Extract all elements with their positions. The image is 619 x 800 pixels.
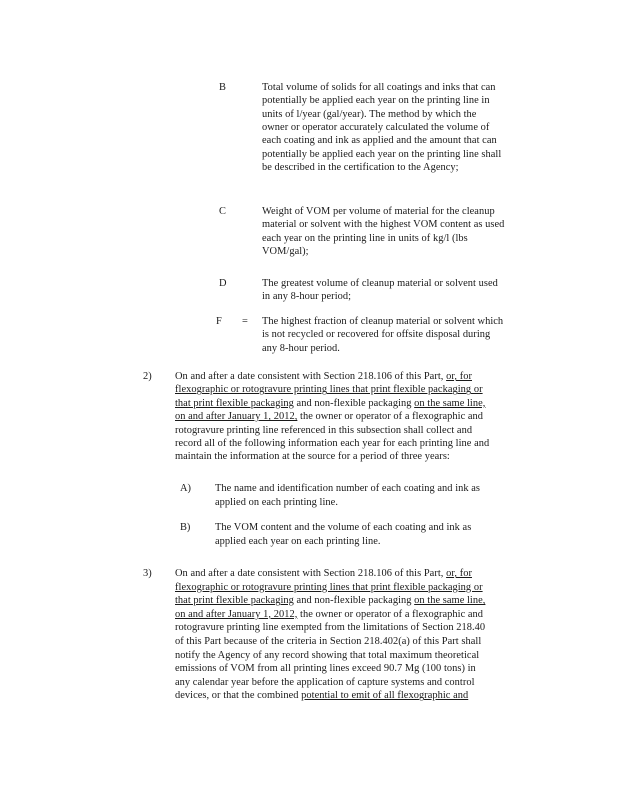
underlined-text: flexographic or rotogravure printing lines that print flexible packaging or bbox=[175, 384, 483, 396]
definition-line: units of l/year (gal/year). The method by which the bbox=[262, 108, 477, 120]
underlined-text: that print flexible packaging bbox=[175, 397, 294, 409]
definition-line: each year on the printing line in units of kg/l (lbs bbox=[262, 232, 468, 244]
text-run: the owner or operator of a flexographic and bbox=[297, 608, 484, 620]
definition-line: each coating and ink as applied and the amount that can bbox=[262, 135, 497, 147]
text-run: devices, or that the combined bbox=[175, 690, 302, 702]
underlined-text: or, for bbox=[446, 568, 472, 579]
definition-line: potentially be applied each year on the printing line shall bbox=[262, 148, 502, 160]
underlined-text: on and after January 1, 2012, bbox=[175, 411, 298, 423]
text-run: rotogravure printing line exempted from the limitations of Section 218.40 bbox=[175, 622, 486, 634]
subitem-label: B) bbox=[180, 522, 191, 533]
paragraph-line bbox=[175, 568, 472, 580]
paragraph-line bbox=[175, 609, 483, 621]
paragraph-line bbox=[175, 582, 483, 594]
underlined-text: on and after January 1, 2012, bbox=[175, 608, 298, 620]
definition-line: VOM/gal); bbox=[262, 245, 309, 257]
underlined-text: flexographic or rotogravure printing lines that print flexible packaging or bbox=[175, 581, 483, 593]
subitem-label: A) bbox=[180, 483, 191, 494]
definition-label: C bbox=[219, 206, 226, 217]
paragraph-line bbox=[175, 438, 489, 450]
definition-line: any 8-hour period. bbox=[262, 342, 340, 354]
definition-line: The highest fraction of cleanup material or solvent which bbox=[262, 316, 504, 327]
text-run: and non-flexible packaging bbox=[293, 595, 415, 607]
paragraph-line bbox=[175, 622, 485, 634]
underlined-text: that print flexible packaging bbox=[175, 595, 294, 607]
text-run: the owner or operator of a flexographic and bbox=[297, 411, 484, 423]
paragraph-line bbox=[175, 425, 472, 437]
underlined-text: potential to emit of all flexographic and bbox=[301, 690, 469, 702]
underlined-text: on the same line, bbox=[414, 595, 486, 607]
definition-line: in any 8-hour period; bbox=[262, 291, 352, 303]
text-run: and non-flexible packaging bbox=[293, 397, 415, 409]
paragraph-line bbox=[175, 677, 475, 689]
paragraph-line bbox=[175, 451, 450, 463]
paragraph-line bbox=[175, 663, 476, 675]
definition-label: D bbox=[219, 278, 227, 289]
definition-label: F bbox=[216, 316, 222, 327]
underlined-text: on the same line, bbox=[414, 397, 486, 409]
subitem-line: The VOM content and the volume of each coating and ink as bbox=[215, 522, 472, 533]
text-run: of this Part because of the criteria in Section 218.402(a) of this Part shall bbox=[175, 636, 482, 647]
text-run: On and after a date consistent with Section 218.106 of this Part, bbox=[175, 568, 447, 579]
paragraph-line bbox=[175, 595, 485, 607]
definition-line: material or solvent with the highest VOM content as used bbox=[262, 219, 505, 231]
definition-line: owner or operator accurately calculated the volume of bbox=[262, 121, 490, 133]
definition-line: be described in the certification to the Agency; bbox=[262, 161, 459, 173]
equals-sign: = bbox=[242, 316, 248, 327]
paragraph-line bbox=[175, 384, 483, 396]
text-run: record all of the following information each year for each printing line and bbox=[175, 438, 490, 449]
paragraph-line bbox=[175, 636, 481, 648]
paragraph-number: 3) bbox=[143, 568, 152, 579]
subitem-line: applied each year on each printing line. bbox=[215, 536, 381, 547]
text-run: any calendar year before the application of capture systems and control bbox=[175, 676, 475, 688]
definition-label: B bbox=[219, 82, 226, 93]
paragraph-line bbox=[175, 690, 468, 702]
definition-line: The greatest volume of cleanup material or solvent used bbox=[262, 278, 498, 289]
subitem-line: applied on each printing line. bbox=[215, 497, 338, 508]
paragraph-line bbox=[175, 398, 485, 410]
text-run: notify the Agency of any record showing that total maximum theoretical bbox=[175, 649, 480, 661]
subitem-line: The name and identification number of each coating and ink as bbox=[215, 483, 481, 494]
definition-line: potentially be applied each year on the printing line in bbox=[262, 95, 490, 107]
paragraph-number: 2) bbox=[143, 371, 152, 382]
definition-line: is not recycled or recovered for offsite disposal during bbox=[262, 329, 491, 341]
underlined-text: or, for bbox=[446, 371, 472, 382]
paragraph-line bbox=[175, 411, 483, 423]
definition-line: Weight of VOM per volume of material for the cleanup bbox=[262, 206, 495, 217]
text-run: emissions of VOM from all printing lines exceed 90.7 Mg (100 tons) in bbox=[175, 663, 476, 675]
paragraph-line bbox=[175, 371, 472, 383]
text-run: maintain the information at the source for a period of three years: bbox=[175, 451, 450, 463]
text-run: On and after a date consistent with Section 218.106 of this Part, bbox=[175, 371, 447, 382]
text-run: rotogravure printing line referenced in this subsection shall collect and bbox=[175, 424, 473, 436]
paragraph-line bbox=[175, 650, 479, 662]
definition-line: Total volume of solids for all coatings and inks that can bbox=[262, 82, 496, 93]
